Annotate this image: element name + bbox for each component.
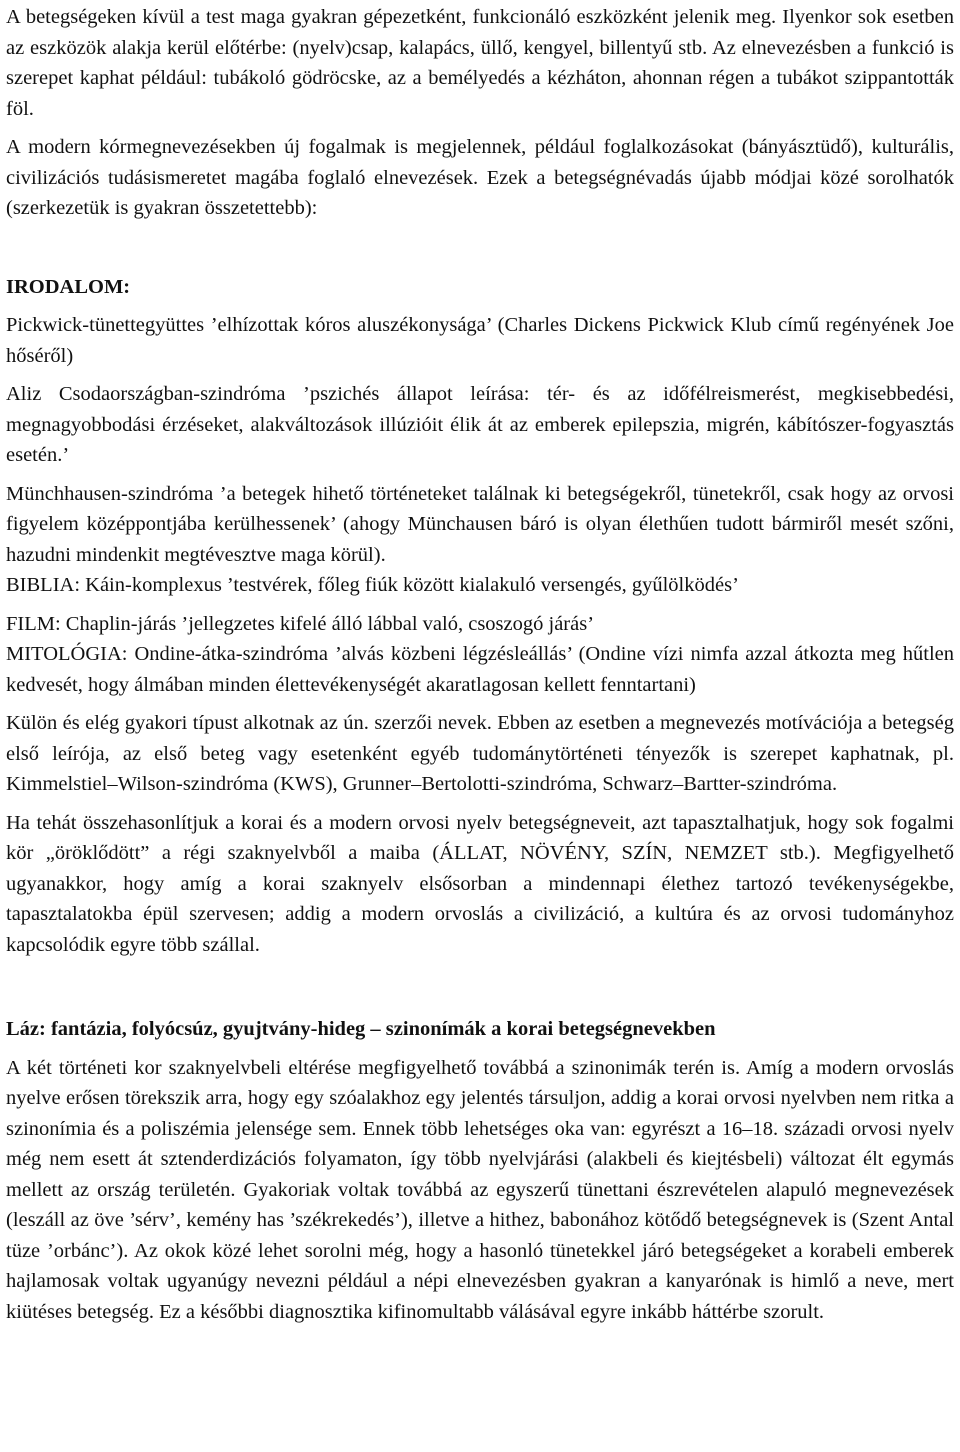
paragraph-comparison: Ha tehát összehasonlítjuk a korai és a modern orvosi nyelv betegségneveit, azt tapasztalhatjuk, hogy sok fogalmi kör „öröklődött” a régi szaknyelvből a maiba (ÁLLAT, NÖVÉNY, SZÍN, NEMZET stb.). Megfigyelhető ugyanakkor, hogy amíg a korai szaknyelv elsősorban a mindennapi élethez tartozó tevékenységekbe, tapasztalatokba épül szervesen; addig a modern orvoslás a civilizáció, a kultúra és az orvosi tudományhoz kapcsolódik egyre több szállal. <box>6 811 954 956</box>
paragraph-munchhausen: Münchhausen-szindróma ’a betegek hihető történeteket találnak ki betegségekről, tünetekről, csak hogy az orvosi figyelem középpontjába kerülhessenek’ (ahogy Münchausen báró is olyan élethűen tudott bármiről mesét szőni, hazudni mindenkit megtévesztve maga körül). <box>6 482 954 566</box>
paragraph-mitologia: MITOLÓGIA: Ondine-átka-szindróma ’alvás közbeni légzésleállás’ (Ondine vízi nimfa azzal átkozta meg hűtlen kedvesét, hogy álmában minden élettevékenységét akaratlagosan kellett fenntartani) <box>6 643 954 696</box>
paragraph-synonyms: A két történeti kor szaknyelvbeli eltérése megfigyelhető továbbá a szinonimák terén is. Amíg a modern orvoslás nyelve erősen törekszik arra, hogy egy szóalakhoz egy jelentés társuljon, addig a korai orvosi nyelvben nem ritka a szinonímia és a poliszémia jelensége sem. Ennek több lehetséges oka van: egyrészt a 16–18. századi orvosi nyelv még nem esett át sztenderdizációs folyamaton, így több nyelvjárási (alakbeli és kiejtésbeli) változat élt egymás mellett az ország területén. Gyakoriak voltak továbbá az egyszerű tünettani észrevételen alapuló megnevezések (leszáll az öve ’sérv’, kemény has ’székrekedés’), illetve a hithez, babonához kötődő betegségnevek is (Szent Antal tüze ’orbánc’). Az okok közé lehet sorolni még, hogy a hasonló tünetekkel járó betegségeket a korabeli emberek hajlamosak voltak ugyanúgy nevezni például a népi elnevezésben gyakran a kanyarónak is himlő a neve, mert kiütéses betegség. Ez a későbbi diagnosztika kifinomultabb válásával egyre inkább háttérbe szorult. <box>6 1056 954 1323</box>
paragraph-pickwick: Pickwick-tünettegyüttes ’elhízottak kóros aluszékonysága’ (Charles Dickens Pickwick Klub című regényének Joe hőséről) <box>6 314 954 367</box>
paragraph-body-modern-terms: A modern kórmegnevezésekben új fogalmak is megjelennek, például foglalkozásokat (bányásztüdő), kulturális, civilizációs tudásismeretet magába foglaló elnevezések. Ezek a betegségnévadás újabb módjai közé sorolhatók (szerkezetük is gyakran összetettebb): <box>6 136 954 219</box>
paragraph-author-names: Külön és elég gyakori típust alkotnak az ún. szerzői nevek. Ebben az esetben a megnevezés motívációja a betegség első leírója, az első beteg vagy esetenként egyéb tudománytörténeti tényezők is szerepet kaphatnak, pl. Kimmelstiel–Wilson-szindróma (KWS), Grunner–Bertolotti-szindróma, Schwarz–Bartter-szindróma. <box>6 712 954 795</box>
paragraph-film: FILM: Chaplin-járás ’jellegzetes kifelé álló lábbal való, csoszogó járás’ <box>6 612 595 635</box>
paragraph-aliz: Aliz Csodaországban-szindróma ’pszichés állapot leírása: tér- és az időfélreismerést, megkisebbedési, megnagyobbodási érzéseket, alakváltozások illúzióit élik át az emberek epilepszia, migrén, kábítószer-fogyasztás esetén.’ <box>6 383 954 466</box>
paragraph-body-instruments: A betegségeken kívül a test maga gyakran gépezetként, funkcionáló eszközként jelenik meg. Ilyenkor sok esetben az eszközök alakja kerül előtérbe: (nyelv)csap, kalapács, üllő, kengyel, billentyű stb. Az elnevezésben a funkció is szerepet kaphat például: tubákoló gödröcske, az a bemélyedés a kézháton, ahonnan régen a tubákot szippantották föl. <box>6 6 954 120</box>
paragraph-biblia: BIBLIA: Káin-komplexus ’testvérek, főleg fiúk között kialakuló versengés, gyűlölködés’ <box>6 574 739 596</box>
section-label-irodalom: IRODALOM: <box>6 275 131 298</box>
section-heading-laz: Láz: fantázia, folyócsúz, gyujtvány-hideg – szinonímák a korai betegségnevekben <box>6 1018 716 1040</box>
